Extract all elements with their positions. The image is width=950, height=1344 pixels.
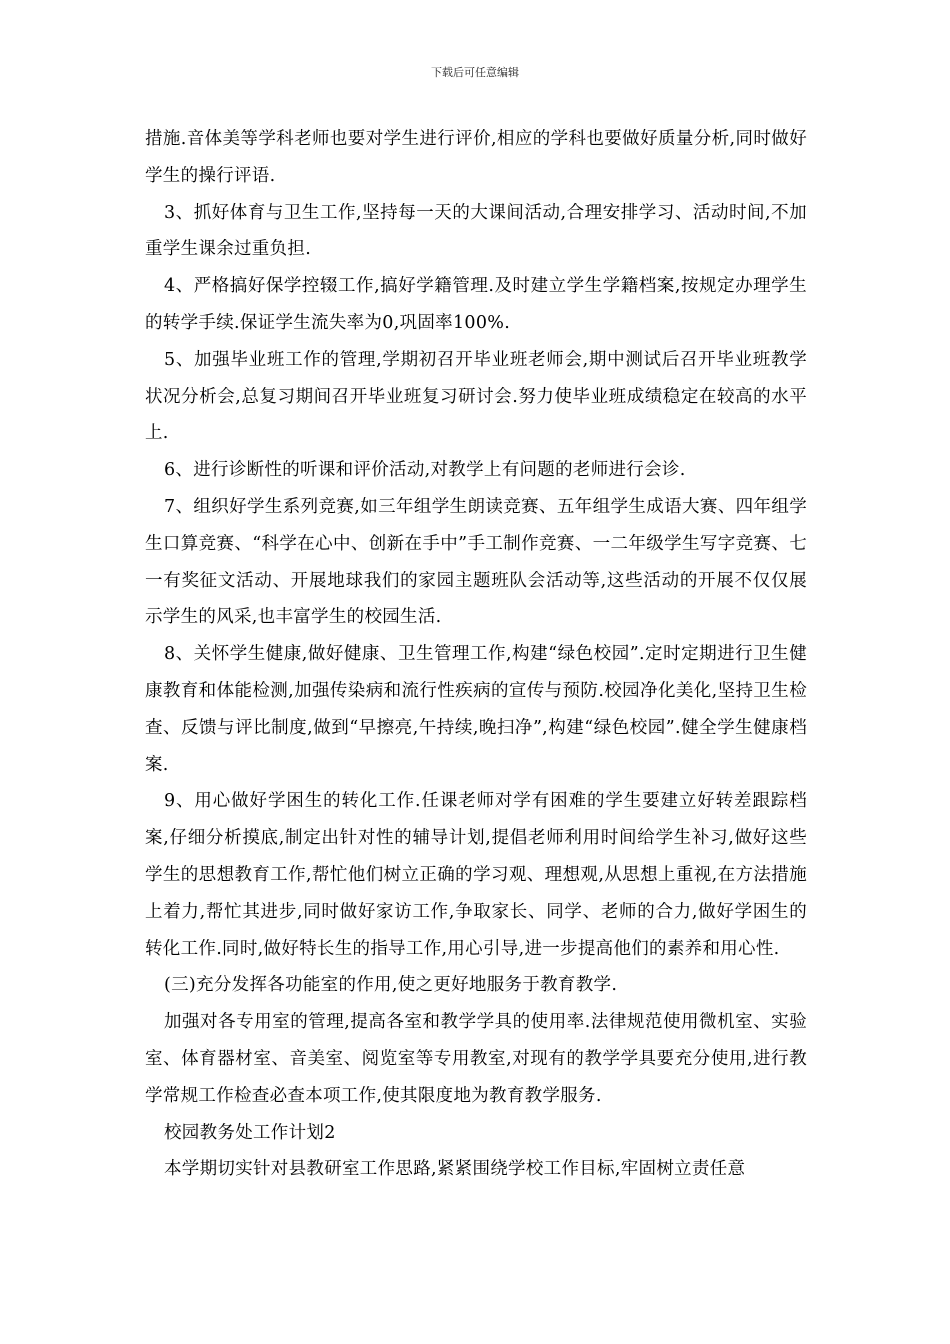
document-body xyxy=(145,121,807,1188)
paragraph-8: 9、用心做好学困生的转化工作.任课老师对学有困难的学生要建立好转差跟踪档案,仔细分析摸底,制定出针对性的辅导计划,提倡老师利用时间给学生补习,做好这些学生的思想教育工作,帮忙他们树立正确的学习观、理想观,从思想上重视,在方法措施上着力,帮忙其进步,同时做好家访工作,争取家长、同学、老师的合力,做好学困生的转化工作.同时,做好特长生的指导工作,用心引导,进一步提高他们的素养和用心性. xyxy=(145,791,807,959)
paragraph-1: 措施.音体美等学科老师也要对学生进行评价,相应的学科也要做好质量分析,同时做好学生的操行评语. xyxy=(145,129,807,186)
paragraph-10: 本学期切实针对县教研室工作思路,紧紧围绕学校工作目标,牢固树立责任意 xyxy=(164,1159,746,1180)
section-heading-functional-rooms: (三)充分发挥各功能室的作用,使之更好地服务于教育教学. xyxy=(164,975,618,996)
paragraph-3: 4、严格搞好保学控辍工作,搞好学籍管理.及时建立学生学籍档案,按规定办理学生的转学手续.保证学生流失率为0,巩固率100%. xyxy=(145,276,807,333)
paragraph-6: 7、组织好学生系列竞赛,如三年组学生朗读竞赛、五年组学生成语大赛、四年组学生口算竞赛、“科学在心中、创新在手中”手工制作竞赛、一二年级学生写字竞赛、七一有奖征文活动、开展地球我们的家园主题班队会活动等,这些活动的开展不仅仅展示学生的风采,也丰富学生的校园生活. xyxy=(145,496,807,628)
paragraph-7: 8、关怀学生健康,做好健康、卫生管理工作,构建“绿色校园”.定时定期进行卫生健康教育和体能检测,加强传染病和流行性疾病的宣传与预防.校园净化美化,坚持卫生检查、反馈与评比制度,做到“早擦亮,午持续,晚扫净”,构建“绿色校园”.健全学生健康档案. xyxy=(145,644,807,775)
paragraph-9: 加强对各专用室的管理,提高各室和教学学具的使用率.法律规范使用微机室、实验室、体育器材室、音美室、阅览室等专用教室,对现有的教学学具要充分使用,进行教学常规工作检查必查本项工作,使其限度地为教育教学服务. xyxy=(145,1012,807,1106)
plan-title-2: 校园教务处工作计划2 xyxy=(164,1122,336,1143)
page-header-note: 下载后可任意编辑 xyxy=(431,66,519,79)
paragraph-4: 5、加强毕业班工作的管理,学期初召开毕业班老师会,期中测试后召开毕业班教学状况分析会,总复习期间召开毕业班复习研讨会.努力使毕业班成绩稳定在较高的水平上. xyxy=(145,349,807,444)
paragraph-5: 6、进行诊断性的听课和评价活动,对教学上有问题的老师进行会诊. xyxy=(164,460,686,481)
paragraph-2: 3、抓好体育与卫生工作,坚持每一天的大课间活动,合理安排学习、活动时间,不加重学生课余过重负担. xyxy=(145,202,807,260)
